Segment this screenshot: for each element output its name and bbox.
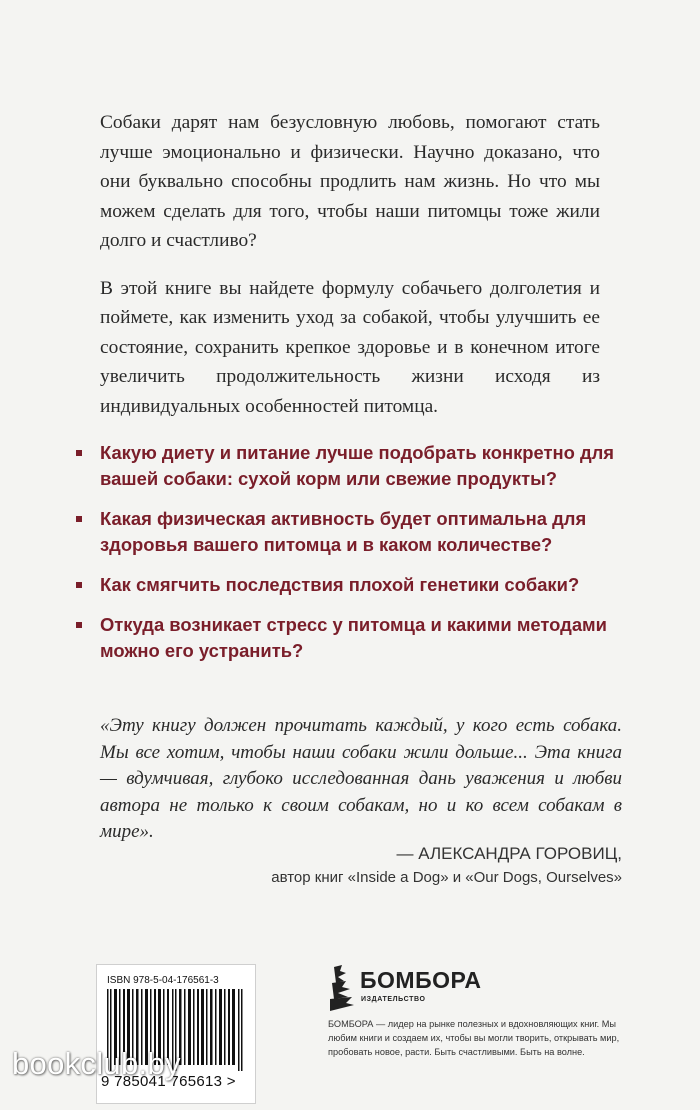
question-text: Как смягчить последствия плохой генетики собаки? bbox=[100, 574, 580, 595]
list-item bbox=[74, 572, 622, 598]
list-item bbox=[74, 506, 622, 558]
bombora-logo-icon bbox=[328, 965, 356, 1011]
review-quote: «Эту книгу должен прочитать каждый, у кого есть собака. Мы все хотим, чтобы наши собаки жили дольше... Эта книга — вдумчивая, глубоко исследованная дань уважения и любви автора не только к своим собакам, но и ко всем собакам в мире». bbox=[100, 715, 622, 842]
question-text: Какая физическая активность будет оптимальна для здоровья вашего питомца и в каком количестве? bbox=[100, 508, 587, 555]
publisher-description: БОМБОРА — лидер на рынке полезных и вдохновляющих книг. Мы любим книги и создаем их, чтобы вы могли творить, открывать мир, пробовать новое, расти. Быть счастливыми. Быть на волне. bbox=[328, 1019, 620, 1057]
barcode-digits: 9 785041 765613 > bbox=[101, 1073, 236, 1090]
list-item bbox=[74, 612, 622, 664]
question-text: Какую диету и питание лучше подобрать конкретно для вашей собаки: сухой корм или свежие продукты? bbox=[100, 442, 615, 489]
bullet-square-icon bbox=[76, 582, 82, 588]
quote-attribution bbox=[271, 842, 622, 890]
intro-paragraph-2: В этой книге вы найдете формулу собачьего долголетия и поймете, как изменить уход за собакой, чтобы улучшить ее состояние, сохранить крепкое здоровье и в конечном итоге увеличить продолжительность жизни исходя из индивидуальных особенностей питомца. bbox=[100, 277, 600, 417]
bullet-square-icon bbox=[76, 516, 82, 522]
bullet-square-icon bbox=[76, 450, 82, 456]
question-list bbox=[74, 440, 622, 678]
publisher-logo-subtitle: ИЗДАТЕЛЬСТВО bbox=[361, 996, 426, 1003]
quote-author-works: автор книг «Inside a Dog» и «Our Dogs, Ourselves» bbox=[271, 869, 622, 886]
publisher-logo-name: БОМБОРА bbox=[360, 967, 482, 993]
list-item bbox=[74, 440, 622, 492]
intro-text bbox=[100, 108, 600, 439]
intro-paragraph-1: Собаки дарят нам безусловную любовь, помогают стать лучше эмоционально и физически. Научно доказано, что они буквально способны продлить нам жизнь. Но что мы можем сделать для того, чтобы наши питомцы тоже жили долго и счастливо? bbox=[100, 112, 600, 251]
quote-author: — АЛЕКСАНДРА ГОРОВИЦ, bbox=[396, 844, 622, 863]
isbn-label: ISBN 978-5-04-176561-3 bbox=[107, 975, 219, 986]
question-text: Откуда возникает стресс у питомца и какими методами можно его устранить? bbox=[100, 614, 607, 661]
barcode-block bbox=[96, 964, 256, 1104]
bullet-square-icon bbox=[76, 622, 82, 628]
watermark: bookclub.by bbox=[12, 1046, 181, 1081]
